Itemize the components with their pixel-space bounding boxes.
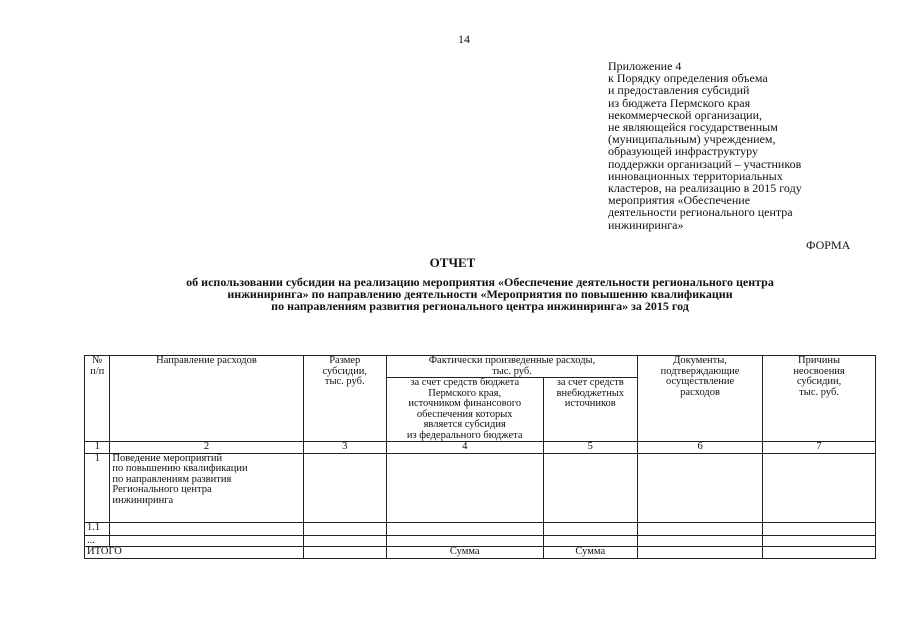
table-cell bbox=[763, 522, 876, 535]
table-cell bbox=[543, 522, 638, 535]
total-extrabudgetary: Сумма bbox=[543, 547, 638, 559]
appendix-line: (муниципальным) учреждением, bbox=[608, 132, 776, 147]
appendix-line: и предоставления субсидий bbox=[608, 83, 750, 98]
total-row bbox=[85, 547, 876, 559]
column-number-row bbox=[85, 442, 876, 454]
subtitle-line: инжиниринга» по направлению деятельности «Мероприятия по повышению квалификации bbox=[227, 287, 733, 301]
table-cell bbox=[763, 547, 876, 559]
table-cell bbox=[386, 522, 543, 535]
column-number: 2 bbox=[110, 442, 303, 454]
header-col-regional-budget: за счет средств бюджета Пермского края, источником финансового обеспечения которых является субсидия из федерального бюджета bbox=[386, 378, 543, 442]
table-row bbox=[85, 522, 876, 535]
table-cell bbox=[543, 453, 638, 522]
row-direction: Поведение мероприятий по повышению квалификации по направлениям развития Регионального центра инжиниринга bbox=[110, 453, 303, 522]
header-col-reasons: Причины неосвоения субсидии, тыс. руб. bbox=[763, 356, 876, 442]
appendix-header bbox=[608, 60, 878, 231]
page-number: 14 bbox=[458, 32, 470, 46]
column-number: 6 bbox=[638, 442, 763, 454]
table-cell bbox=[638, 535, 763, 547]
appendix-line: Приложение 4 bbox=[608, 59, 682, 73]
column-number: 4 bbox=[386, 442, 543, 454]
table-row bbox=[85, 535, 876, 547]
column-number: 3 bbox=[303, 442, 386, 454]
appendix-line: мероприятия «Обеспечение bbox=[608, 193, 751, 208]
header-col-direction: Направление расходов bbox=[110, 356, 303, 442]
table-cell bbox=[303, 547, 386, 559]
subtitle-line: по направлениям развития регионального центра инжиниринга» за 2015 год bbox=[271, 299, 689, 313]
table-cell bbox=[386, 453, 543, 522]
row-number: 1 bbox=[85, 453, 110, 522]
table-cell bbox=[638, 453, 763, 522]
header-col-documents: Документы, подтверждающие осуществление расходов bbox=[638, 356, 763, 442]
subtitle-line: об использовании субсидии на реализацию мероприятия «Обеспечение деятельности регионального центра bbox=[186, 275, 774, 289]
appendix-line: кластеров, на реализацию в 2015 году bbox=[608, 181, 802, 196]
appendix-line: к Порядку определения объема bbox=[608, 71, 768, 86]
appendix-line: из бюджета Пермского края bbox=[608, 95, 751, 110]
table-row bbox=[85, 453, 876, 522]
row-number: 1.1 bbox=[85, 522, 110, 535]
column-number: 5 bbox=[543, 442, 638, 454]
appendix-line: деятельности регионального центра bbox=[608, 205, 793, 220]
table-cell bbox=[303, 535, 386, 547]
appendix-line: некоммерческой организации, bbox=[608, 107, 763, 122]
table-cell bbox=[638, 547, 763, 559]
appendix-line: образующей инфраструктуру bbox=[608, 144, 758, 159]
table-cell bbox=[386, 535, 543, 547]
table-cell bbox=[638, 522, 763, 535]
table-cell bbox=[303, 522, 386, 535]
table-cell bbox=[763, 535, 876, 547]
header-col-subsidy: Размер субсидии, тыс. руб. bbox=[303, 356, 386, 442]
table-cell bbox=[110, 522, 303, 535]
document-title: ОТЧЕТ bbox=[429, 255, 476, 270]
report-table bbox=[84, 355, 876, 559]
table-cell bbox=[303, 453, 386, 522]
column-number: 7 bbox=[763, 442, 876, 454]
document-subtitle bbox=[80, 276, 880, 312]
appendix-line: поддержки организаций – участников bbox=[608, 156, 802, 171]
appendix-line: инновационных территориальных bbox=[608, 168, 783, 183]
header-col-number: № п/п bbox=[85, 356, 110, 442]
header-col-extrabudgetary: за счет средств внебюджетных источников bbox=[543, 378, 638, 442]
form-label: ФОРМА bbox=[806, 238, 851, 252]
table-cell bbox=[543, 535, 638, 547]
appendix-line: не являющейся государственным bbox=[608, 120, 778, 135]
table-header-row bbox=[85, 356, 876, 378]
row-number: ... bbox=[85, 535, 110, 547]
appendix-line: инжиниринга» bbox=[608, 217, 684, 232]
table-cell bbox=[110, 535, 303, 547]
table-cell bbox=[763, 453, 876, 522]
total-regional-budget: Сумма bbox=[386, 547, 543, 559]
header-col-actual-expenses: Фактически произведенные расходы, тыс. руб. bbox=[386, 356, 637, 378]
column-number: 1 bbox=[85, 442, 110, 454]
total-label: ИТОГО bbox=[85, 547, 304, 559]
